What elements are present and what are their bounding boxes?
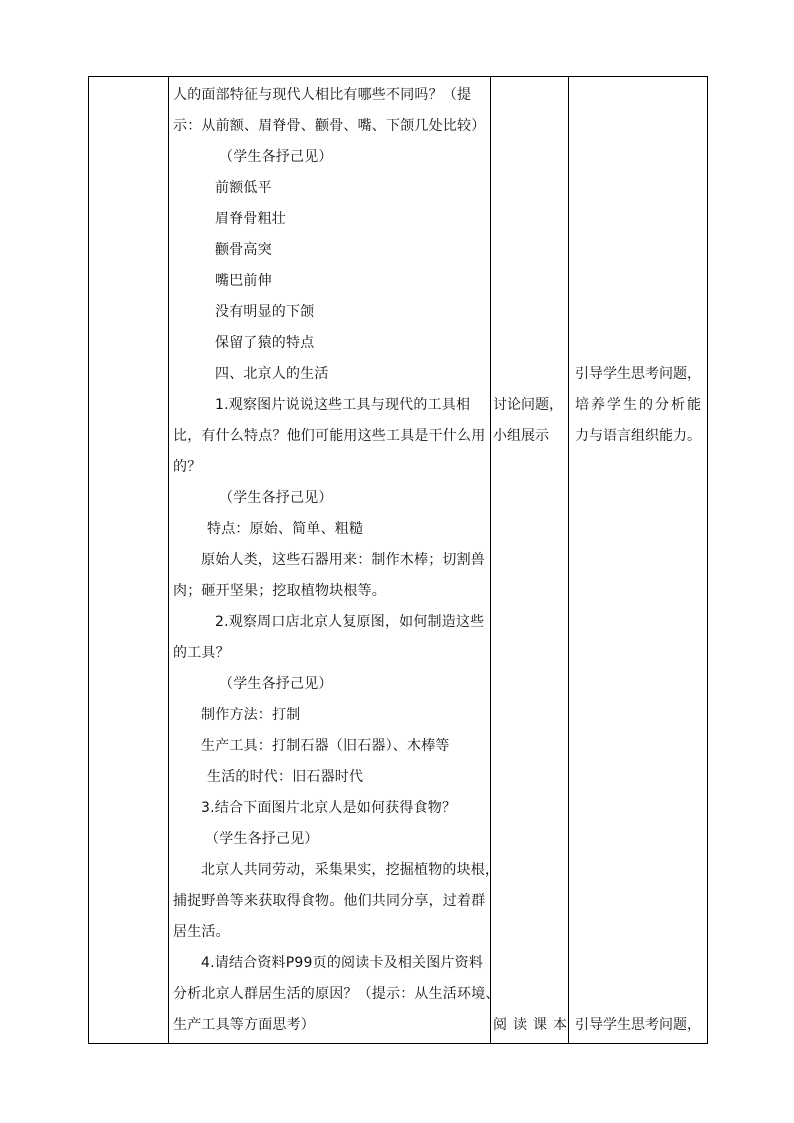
col2-cell [169, 77, 500, 1044]
column2-line: 制作方法：打制 [201, 707, 301, 723]
column2-line: 分析北京人群居生活的原因？（提示：从生活环境、 [173, 986, 500, 1002]
column2-line: 生产工具：打制石器（旧石器）、木棒等 [201, 738, 450, 754]
column2-line: 4.请结合资料P99页的阅读卡及相关图片资料 [201, 955, 484, 971]
col1-cell [89, 77, 169, 1044]
column2-line: 没有明显的下颌 [215, 304, 315, 320]
column2-line: （学生各抒己见） [219, 676, 333, 692]
column3-line: 阅读课本 [493, 1017, 573, 1033]
column2-line: （学生各抒己见） [219, 149, 333, 165]
column2-line: 北京人共同劳动，采集果实，挖掘植物的块根， [201, 862, 500, 878]
column2-line: 2.观察周口店北京人复原图，如何制造这些 [215, 614, 485, 630]
lesson-plan-table [88, 76, 708, 1044]
column2-line: 眉脊骨粗壮 [215, 211, 286, 227]
column2-line: 前额低平 [215, 180, 272, 196]
column2-line: 人的面部特征与现代人相比有哪些不同吗？（提 [173, 87, 472, 103]
col4-cell [569, 77, 708, 1044]
column2-line: 原始人类，这些石器用来：制作木棒；切割兽 [201, 552, 485, 568]
column2-line: 颧骨高突 [215, 242, 272, 258]
column2-line: 肉；砸开坚果；挖取植物块根等。 [173, 583, 386, 599]
column2-line: 1.观察图片说说这些工具与现代的工具相 [215, 397, 471, 413]
column2-line: 四、北京人的生活 [215, 366, 329, 382]
column2-line: 生产工具等方面思考） [173, 1017, 315, 1033]
column4-line: 引导学生思考问题， [575, 366, 701, 382]
col3-cell [491, 77, 573, 1044]
column2-line: 比，有什么特点？他们可能用这些工具是干什么用 [173, 428, 486, 444]
column2-line: 居生活。 [173, 924, 230, 940]
column2-line: 嘴巴前伸 [215, 273, 272, 289]
column2-line: 的？ [173, 459, 202, 475]
column2-line: 3.结合下面图片北京人是如何获得食物？ [201, 800, 457, 816]
column2-line: 示：从前额、眉脊骨、颧骨、嘴、下颌几处比较） [173, 118, 486, 134]
column2-line: 生活的时代：旧石器时代 [207, 769, 364, 785]
column2-line: （学生各抒己见） [205, 831, 319, 847]
column2-line: 特点：原始、简单、粗糙 [207, 521, 364, 537]
column3-line: 讨论问题， [493, 397, 563, 413]
column3-line: 小组展示 [493, 428, 549, 444]
column4-line: 引导学生思考问题， [575, 1017, 701, 1033]
column2-line: 捕捉野兽等来获取得食物。他们共同分享，过着群 [173, 893, 486, 909]
column2-line: （学生各抒己见） [219, 490, 333, 506]
column2-line: 保留了猿的特点 [215, 335, 315, 351]
column4-line: 培养学生的分析能 [575, 397, 703, 413]
column2-line: 的工具？ [173, 645, 230, 661]
column4-line: 力与语言组织能力。 [575, 428, 701, 444]
